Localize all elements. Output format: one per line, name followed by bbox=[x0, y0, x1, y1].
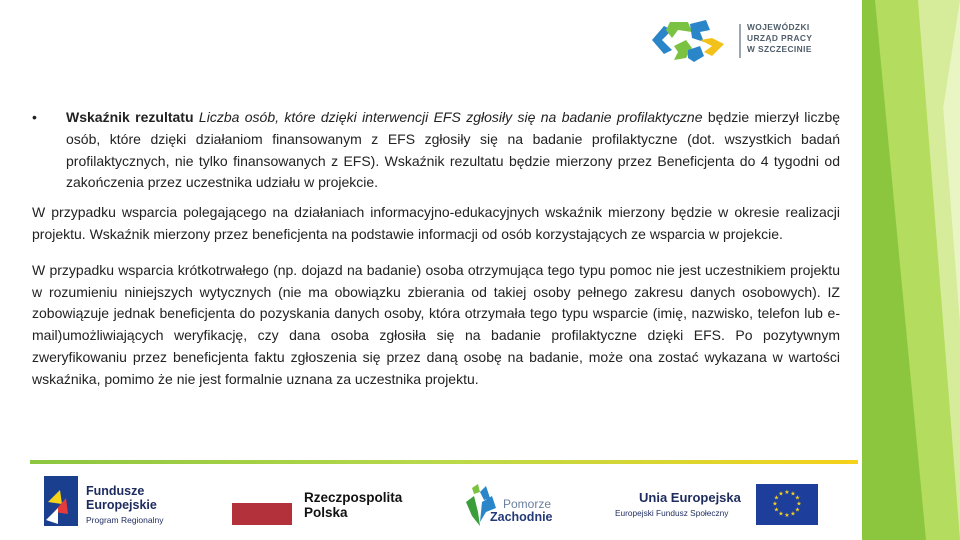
indicator-label: Wskaźnik rezultatu bbox=[66, 109, 194, 125]
svg-text:★: ★ bbox=[790, 490, 796, 498]
poland-flag-icon bbox=[232, 503, 292, 525]
footer-divider bbox=[30, 460, 858, 464]
svg-text:★: ★ bbox=[794, 506, 801, 514]
paragraph: W przypadku wsparcia polegającego na działaniach informacyjno-edukacyjnych wskaźnik mierzony będzie w okresie realizacji projektu. Wskaźnik mierzony przez beneficjenta na podstawie informacji od osób korzystających ze wsparcia w projekcie. bbox=[32, 204, 840, 242]
unia-europejska-text: Unia Europejska bbox=[639, 490, 741, 505]
logo-separator bbox=[739, 24, 741, 58]
wup-logo-icon bbox=[650, 16, 730, 64]
svg-text:★: ★ bbox=[772, 500, 778, 508]
svg-text:★: ★ bbox=[778, 510, 784, 518]
bullet-marker: • bbox=[32, 109, 37, 125]
wup-logo-text bbox=[747, 22, 812, 55]
efs-text: Europejski Fundusz Społeczny bbox=[615, 508, 729, 518]
svg-text:★: ★ bbox=[778, 490, 784, 498]
program-regionalny-text: Program Regionalny bbox=[86, 515, 164, 525]
logo-line: WOJEWÓDZKI bbox=[747, 22, 810, 32]
wup-szczecin-logo bbox=[650, 14, 850, 66]
logo-line: Rzeczpospolita bbox=[304, 490, 403, 505]
logo-line: W SZCZECINIE bbox=[747, 44, 812, 54]
svg-text:★: ★ bbox=[773, 494, 780, 502]
logo-line: Polska bbox=[304, 505, 348, 520]
zachodnie-text: Zachodnie bbox=[490, 510, 553, 524]
bullet-item bbox=[32, 107, 840, 194]
logo-line: URZĄD PRACY bbox=[747, 33, 813, 43]
svg-text:★: ★ bbox=[794, 494, 801, 502]
pomorze-text: Pomorze bbox=[503, 497, 552, 511]
paragraph: W przypadku wsparcia krótkotrwałego (np. dojazd na badanie) osoba otrzymująca tego typu pomoc nie jest uczestnikiem projektu w rozumieniu niniejszych wytycznych (nie ma obowiązku zbierania od takiej osoby pełnego zakresu danych osobowych). IZ zobowiązuje jednak beneficjenta do pozyskania danych osoby, która otrzymała tego typu wsparcie (imię, nazwisko, telefon lub e-mail)umożliwiających weryfikację, czy dana osoba zgłosiła się na badanie profilaktyczne dzięki EFS. Po pozytywnym zweryfikowaniu przez beneficjenta faktu zgłoszenia się przez daną osobę na badanie, może ona zostać wykazana w wartości wskaźnika, pomimo że nie jest formalnie uznana za uczestnika projektu. bbox=[32, 261, 840, 387]
fundusze-europejskie-text bbox=[86, 484, 157, 512]
svg-text:★: ★ bbox=[790, 510, 796, 518]
logo-line: Europejskie bbox=[86, 498, 157, 512]
svg-text:★: ★ bbox=[773, 506, 780, 514]
eu-flag-icon bbox=[756, 484, 818, 525]
slide-body bbox=[32, 107, 840, 405]
indicator-description: będzie mierzył liczbę osób, które dzięki działaniom finansowanym z EFS zgłosiły się na badanie profilaktyczne (dot. wszystkich badań profilaktycznych, nie tylko finansowanych z EFS). Wskaźnik rezultatu będzie mierzony przez Beneficjenta do 4 tygodni od zakończenia przez uczestnika udziału w projekcie. bbox=[66, 109, 841, 191]
rzeczpospolita-text bbox=[304, 490, 402, 520]
svg-text:★: ★ bbox=[784, 489, 790, 496]
svg-text:★: ★ bbox=[784, 512, 790, 519]
svg-text:★: ★ bbox=[796, 500, 802, 508]
indicator-name: Liczba osób, które dzięki interwencji EFS zgłosiły się na badanie profilaktyczne bbox=[198, 109, 703, 125]
fundusze-europejskie-icon bbox=[44, 476, 78, 526]
logo-line: Fundusze bbox=[86, 484, 145, 498]
